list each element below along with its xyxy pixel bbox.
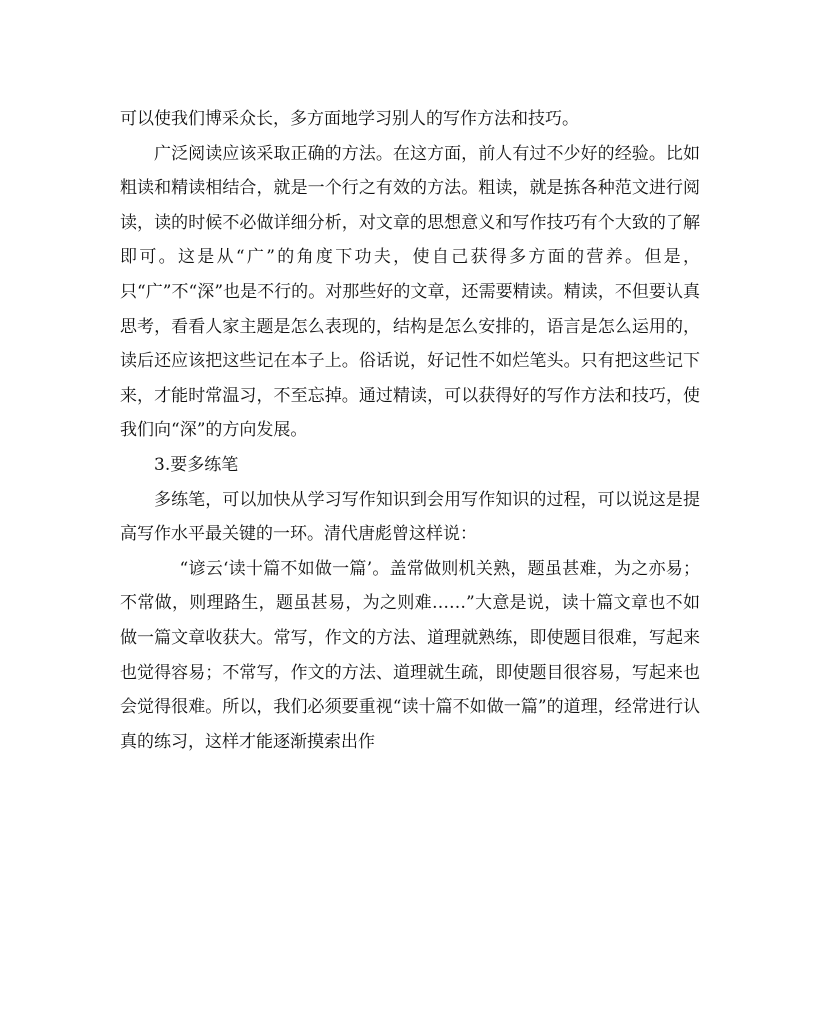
paragraph-reading-method: 广泛阅读应该采取正确的方法。在这方面，前人有过不少好的经验。比如粗读和精读相结合，就是一个行之有效的方法。粗读，就是拣各种范文进行阅读，读的时候不必做详细分析，对文章的思想意义和写作技巧有个大致的了解即可。这是从“广”的角度下功夫，使自己获得多方面的营养。但是，只“广”不“深”也是不行的。对那些好的文章，还需要精读。精读，不但要认真思考，看看人家主题是怎么表现的，结构是怎么安排的，语言是怎么运用的，读后还应该把这些记在本子上。俗话说，好记性不如烂笔头。只有把这些记下来，才能时常温习，不至忘掉。通过精读，可以获得好的写作方法和技巧，使我们向“深”的方向发展。 bbox=[120, 143, 700, 441]
paragraph-quotation: “谚云‘读十篇不如做一篇’。盖常做则机关熟，题虽甚难，为之亦易；不常做，则理路生，题虽甚易，为之则难……”大意是说，读十篇文章也不如做一篇文章收获大。常写，作文的方法、道理就熟练，即使题目很难，写起来也觉得容易；不常写，作文的方法、道理就生疏，即使题目很容易，写起来也会觉得很难。所以，我们必须要重视“读十篇不如做一篇”的道理，经常进行认真的练习，这样才能逐渐摸索出作 bbox=[120, 558, 700, 752]
document-body bbox=[120, 102, 700, 759]
paragraph-practice-writing: 多练笔，可以加快从学习写作知识到会用写作知识的过程，可以说这是提高写作水平最关键的一环。清代唐彪曾这样说： bbox=[120, 489, 700, 545]
section-heading-practice-writing: 3.要多练笔 bbox=[154, 454, 239, 475]
paragraph-continuation: 可以使我们博采众长，多方面地学习别人的写作方法和技巧。 bbox=[120, 109, 579, 129]
